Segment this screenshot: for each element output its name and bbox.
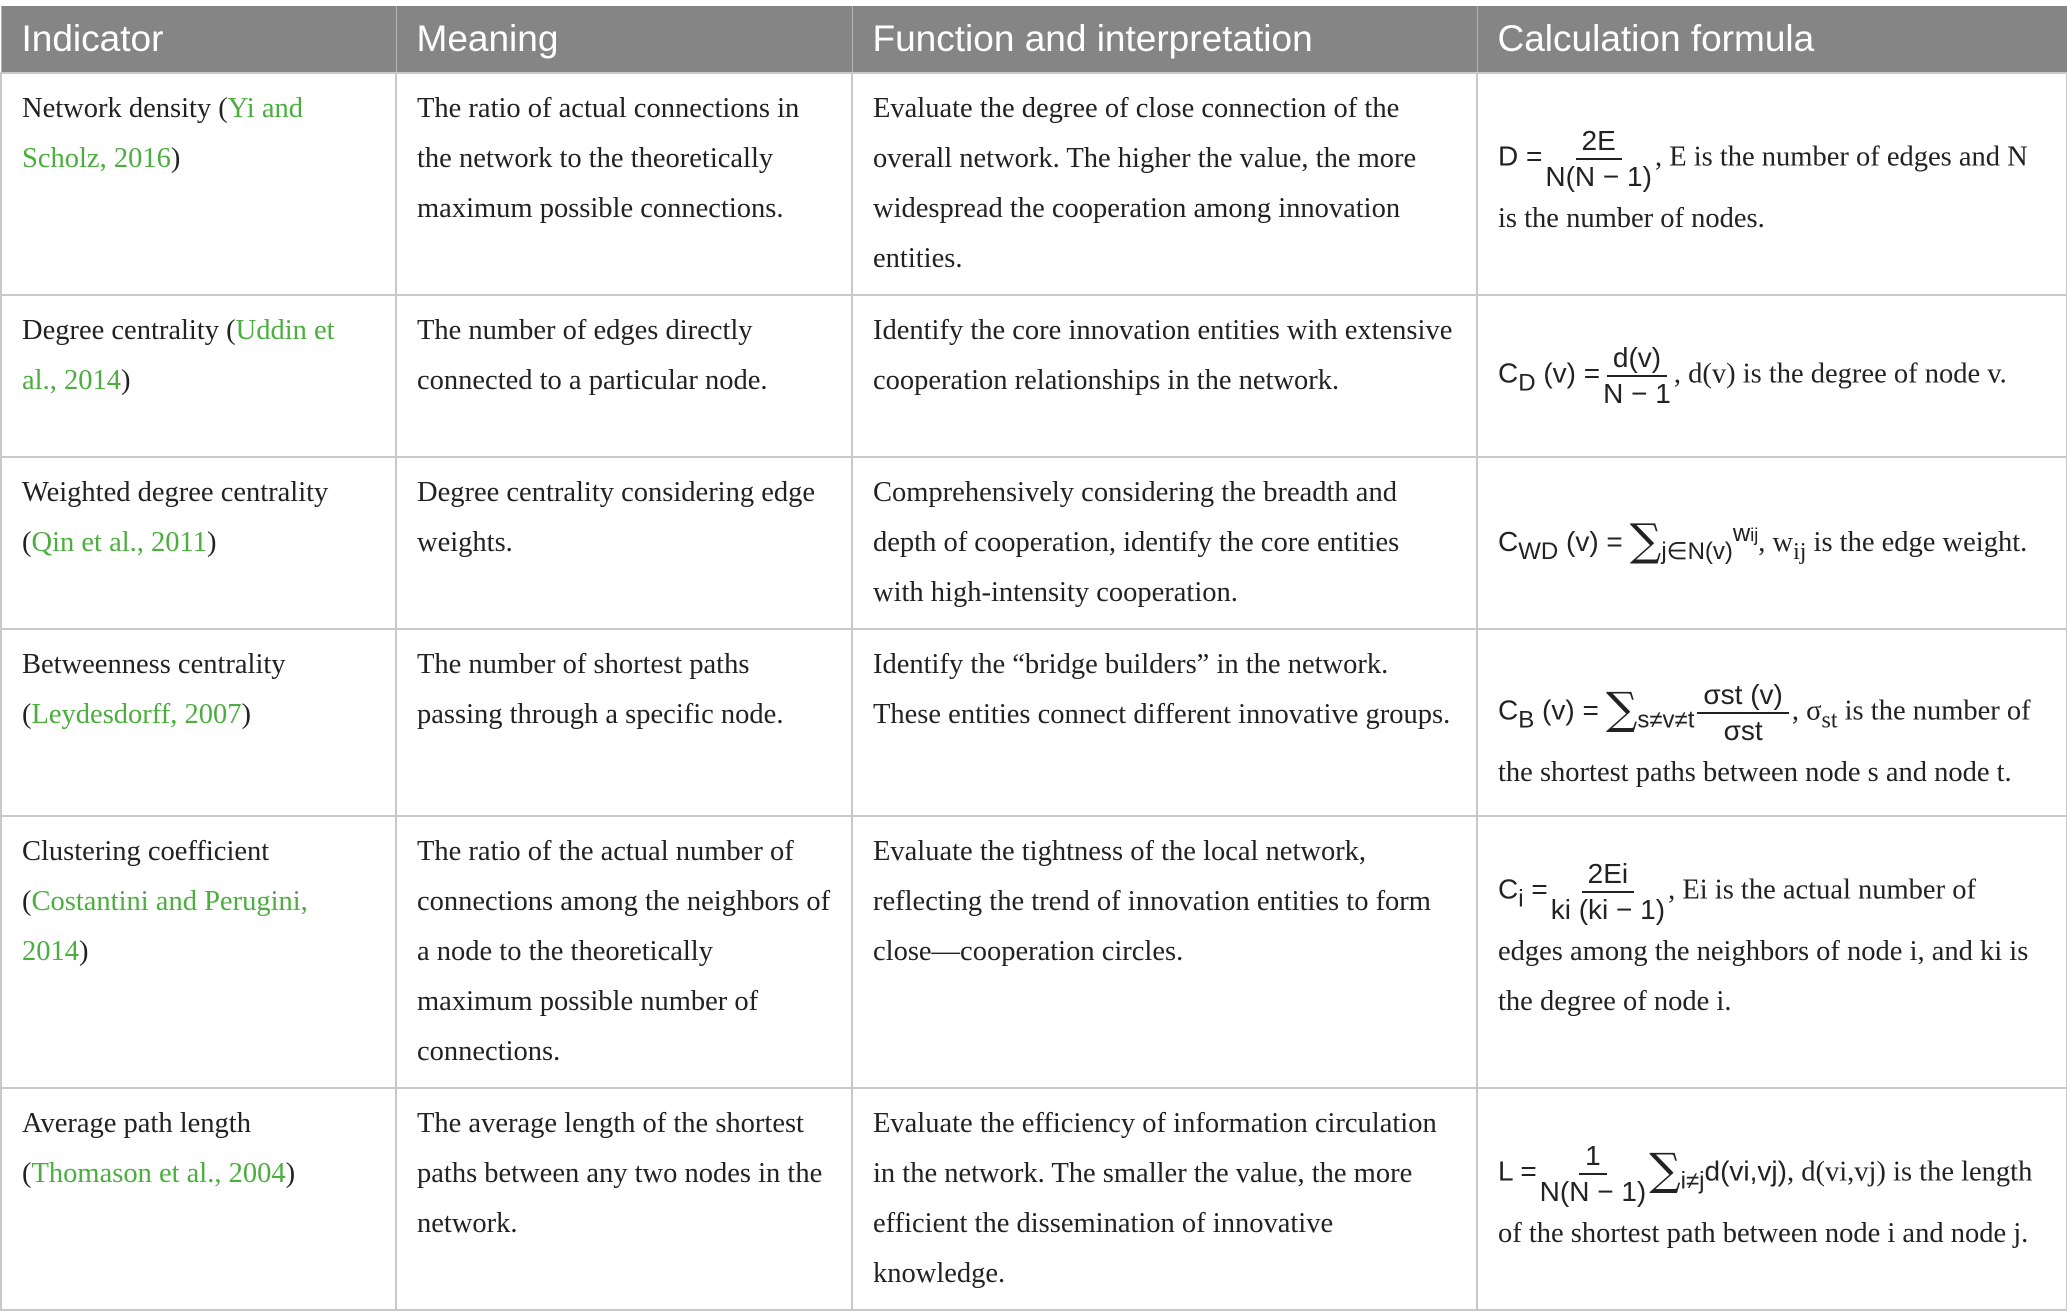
lhs: C — [1498, 526, 1519, 557]
text: , d(vi,vj) is the length of the shortest path between node i and node j. — [1498, 1156, 2033, 1249]
fraction — [1540, 1139, 1647, 1209]
header-row — [1, 6, 2067, 73]
num: σst (v) — [1697, 678, 1789, 714]
lhs-rest: = — [1523, 873, 1548, 905]
text: , d(v) is the degree of node v. — [1673, 358, 2007, 390]
fraction — [1603, 341, 1671, 411]
fraction — [1545, 124, 1652, 194]
indicator: Degree centrality ( — [22, 315, 236, 346]
table-row — [1, 816, 2067, 1088]
meaning-cell: The number of edges directly connected to a particular node. — [396, 295, 852, 457]
meaning-cell: The ratio of the actual number of connections among the neighbors of a node to the theoretically maximum possible number of connections. — [396, 816, 852, 1088]
lhs: L = — [1498, 1155, 1537, 1187]
den: N − 1 — [1603, 378, 1671, 409]
den: ki (ki − 1) — [1550, 894, 1666, 925]
table-row — [1, 629, 2067, 816]
indicator-cell — [1, 629, 396, 816]
sigma-sub: j∈N(v) — [1661, 538, 1733, 565]
citation-link[interactable]: Leydesdorff, 2007 — [31, 699, 242, 730]
header-meaning: Meaning — [396, 6, 852, 73]
formula-cell — [1477, 457, 2067, 629]
num: 2E — [1576, 124, 1622, 160]
citation-link[interactable]: Costantini and Perugini, 2014 — [22, 886, 308, 967]
citation-link[interactable]: Qin et al., 2011 — [31, 527, 207, 558]
citation-link[interactable]: Uddin et al., 2014 — [22, 315, 335, 396]
close: ) — [206, 527, 217, 558]
table-row — [1, 295, 2067, 457]
lhs: C — [1498, 357, 1519, 389]
citation-link[interactable]: Yi and Scholz, 2016 — [22, 93, 303, 174]
fraction — [1697, 678, 1789, 748]
header-formula: Calculation formula — [1477, 6, 2067, 73]
formula-cell — [1477, 816, 2067, 1088]
sum-symbol: ∑ — [1649, 1144, 1681, 1196]
lhs: D = — [1498, 140, 1543, 172]
lhs-sub: WD — [1518, 538, 1559, 565]
lhs: C — [1498, 873, 1519, 905]
formula-cell — [1477, 629, 2067, 816]
fraction — [1551, 857, 1665, 927]
indicator: Weighted degree centrality ( — [22, 477, 329, 558]
text1: , w — [1758, 527, 1794, 558]
indicator-cell — [1, 816, 396, 1088]
close: ) — [170, 143, 181, 174]
text1: , σ — [1791, 695, 1822, 727]
meaning-cell: Degree centrality considering edge weights. — [396, 457, 852, 629]
close: ) — [285, 1158, 296, 1189]
text: is the edge weight. — [1806, 527, 2028, 558]
function-cell: Comprehensively considering the breadth and depth of cooperation, identify the core entities with high-intensity cooperation. — [852, 457, 1477, 629]
sigma-sub: i≠j — [1680, 1167, 1705, 1195]
function-cell: Evaluate the degree of close connection of the overall network. The higher the value, the more widespread the cooperation among innovation entities. — [852, 73, 1477, 295]
text1-sub: st — [1821, 707, 1838, 734]
lhs-sub: B — [1518, 706, 1535, 734]
table-row — [1, 73, 2067, 295]
den: N(N − 1) — [1539, 1176, 1647, 1207]
close: ) — [241, 699, 252, 730]
lhs-sub: i — [1518, 885, 1524, 913]
indicator-cell — [1, 73, 396, 295]
meaning-cell: The ratio of actual connections in the network to the theoretically maximum possible connections. — [396, 73, 852, 295]
formula-cell — [1477, 295, 2067, 457]
term: w — [1732, 520, 1751, 547]
header-function: Function and interpretation — [852, 6, 1477, 73]
term-sub: ij — [1750, 525, 1759, 545]
function-cell: Identify the “bridge builders” in the network. These entities connect different innovative groups. — [852, 629, 1477, 816]
citation-link[interactable]: Thomason et al., 2004 — [31, 1158, 286, 1189]
indicator-cell — [1, 457, 396, 629]
formula-cell — [1477, 73, 2067, 295]
table-row — [1, 457, 2067, 629]
function-cell: Evaluate the tightness of the local network, reflecting the trend of innovation entities to form close—cooperation circles. — [852, 816, 1477, 1088]
sigma-sub: s≠v≠t — [1637, 706, 1695, 734]
text: is the number of the shortest paths between node s and node t. — [1498, 695, 2031, 788]
num: 2Ei — [1582, 857, 1634, 893]
lhs-rest: (v) = — [1558, 526, 1623, 557]
table-row — [1, 1088, 2067, 1310]
function-cell: Identify the core innovation entities with extensive cooperation relationships in the network. — [852, 295, 1477, 457]
close: ) — [79, 936, 89, 967]
function-cell: Evaluate the efficiency of information circulation in the network. The smaller the value, the more efficient the dissemination of innovative knowledge. — [852, 1088, 1477, 1310]
lhs-rest: (v) = — [1534, 694, 1599, 726]
indicator: Average path length ( — [22, 1108, 251, 1189]
formula-cell — [1477, 1088, 2067, 1310]
text: , E is the number of edges and N is the number of nodes. — [1498, 141, 2028, 234]
den: σst — [1723, 714, 1763, 746]
indicator-cell — [1, 1088, 396, 1310]
sum-symbol: ∑ — [1629, 515, 1662, 566]
text1-sub: ij — [1793, 539, 1807, 565]
sum-symbol: ∑ — [1605, 683, 1638, 735]
den: N(N − 1) — [1545, 161, 1652, 192]
lhs: C — [1498, 694, 1519, 726]
indicator: Network density ( — [22, 93, 228, 124]
term: d(vi,vj) — [1704, 1155, 1787, 1187]
indicator: Clustering coefficient ( — [22, 836, 270, 917]
lhs-rest: (v) = — [1535, 357, 1601, 389]
indicator-table — [0, 6, 2067, 1311]
indicator: Betweenness centrality ( — [22, 649, 286, 730]
num: d(v) — [1607, 341, 1667, 377]
text: , Ei is the actual number of edges among the neighbors of node i, and ki is the degree of node i. — [1498, 874, 2029, 1017]
close: ) — [120, 365, 131, 396]
header-indicator: Indicator — [1, 6, 396, 73]
indicator-cell — [1, 295, 396, 457]
meaning-cell: The average length of the shortest paths between any two nodes in the network. — [396, 1088, 852, 1310]
lhs-sub: D — [1518, 369, 1536, 397]
meaning-cell: The number of shortest paths passing through a specific node. — [396, 629, 852, 816]
num: 1 — [1579, 1139, 1607, 1175]
